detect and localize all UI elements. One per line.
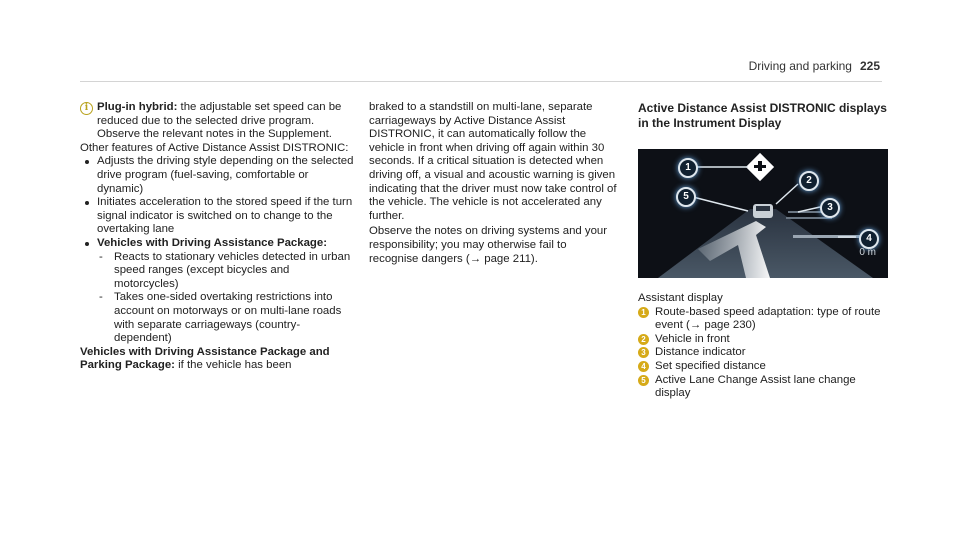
- callout-3: 3: [820, 198, 840, 218]
- parking-package-paragraph: [80, 346, 355, 373]
- figure-caption: Assistant display: [638, 292, 723, 304]
- callout-2: 2: [799, 171, 819, 191]
- parking-package-text: if the vehicle has been: [174, 359, 292, 372]
- legend-item: [638, 333, 888, 347]
- legend-text: Set specified distance: [655, 359, 766, 372]
- legend-list: [638, 306, 888, 401]
- legend-text: Distance indicator: [655, 346, 746, 359]
- list-item: Initiates acceleration to the stored speed if the turn signal indicator is switched on to change to the overtaking lane: [80, 196, 355, 237]
- package-label: Vehicles with Driving Assistance Package:: [97, 236, 328, 249]
- legend-item: [638, 306, 888, 333]
- responsibility-suffix: ).: [530, 252, 538, 265]
- legend-badge: 3: [638, 347, 649, 358]
- vehicle-in-front: [753, 204, 773, 218]
- legend-badge: 5: [638, 375, 649, 386]
- note-label: Plug-in hybrid:: [97, 101, 178, 113]
- page-number: 225: [859, 59, 880, 73]
- legend-item: [638, 374, 888, 401]
- page-reference-link[interactable]: → page 211: [469, 252, 531, 265]
- running-header: [749, 60, 880, 74]
- distance-label: 0 m: [859, 247, 876, 258]
- column-left: [80, 101, 355, 373]
- hybrid-note: [80, 101, 355, 142]
- list-item: Adjusts the driving style depending on the selected drive program (fuel-saving, comfortable or dynamic): [80, 155, 355, 196]
- info-icon: i: [80, 102, 93, 115]
- section-title: Driving and parking: [748, 59, 852, 73]
- section-heading: Active Distance Assist DISTRONIC displays in the Instrument Display: [638, 101, 887, 130]
- legend-text: Active Lane Change Assist lane change display: [655, 373, 856, 400]
- note-text: the adjustable set speed can be reduced due to the selected drive program. Observe the relevant notes in the Supplement.: [97, 101, 342, 141]
- legend-item: [638, 346, 888, 360]
- figure-legend: [638, 292, 888, 401]
- legend-badge: 4: [638, 361, 649, 372]
- column-right: [638, 101, 888, 401]
- sublist-item: - Takes one-sided overtaking restrictions into account on motorways or on multi-lane roads with separate carriageways (country-dependent): [97, 291, 355, 345]
- list-item: [80, 237, 355, 346]
- display-graphic: [638, 149, 888, 278]
- legend-badge: 1: [638, 307, 649, 318]
- other-features-intro: Other features of Active Distance Assist DISTRONIC:: [80, 141, 349, 154]
- callout-1: 1: [678, 158, 698, 178]
- assistant-display-figure: [638, 149, 888, 278]
- legend-text: Vehicle in front: [655, 332, 730, 345]
- legend-item: [638, 360, 888, 374]
- legend-badge: 2: [638, 334, 649, 345]
- drive-off-paragraph: braked to a standstill on multi-lane, separate carriageways by Active Distance Assist DISTRONIC, it can automatically follow the vehicle in front when driving off again within 30 seconds. If a critical situation is detected when driving off, a visual and acoustic warning is given indicating that the driver must now take control of the vehicle. The vehicle is not accelerated any further.: [369, 101, 617, 222]
- sublist-item: - Reacts to stationary vehicles detected in urban speed ranges (except bicycles and motorcycles): [97, 251, 355, 292]
- feature-list: [80, 155, 355, 345]
- responsibility-paragraph: [369, 225, 619, 266]
- callout-5: 5: [676, 187, 696, 207]
- parking-package-label: Vehicles with Driving Assistance Package and Parking Package:: [80, 345, 330, 372]
- package-sublist: [97, 251, 355, 346]
- column-middle: [369, 101, 619, 266]
- callout-4: 4: [859, 229, 879, 249]
- responsibility-text: Observe the notes on driving systems and your responsibility; you may otherwise fail to recognise dangers (: [369, 225, 608, 265]
- legend-text: Route-based speed adaptation: type of route event (→ page 230): [655, 305, 881, 332]
- header-rule: [80, 81, 882, 82]
